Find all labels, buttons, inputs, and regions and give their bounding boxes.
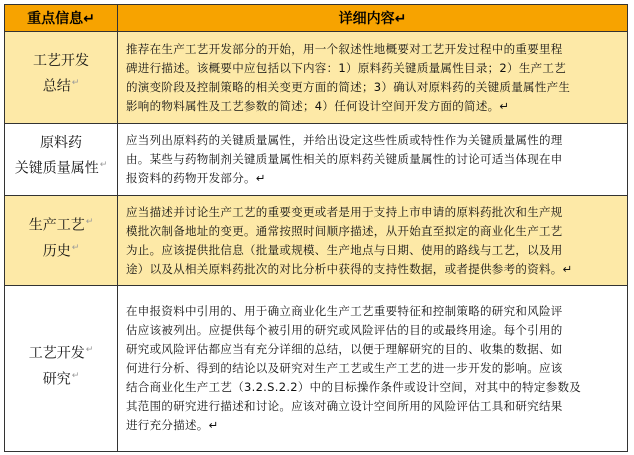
paragraph-mark-icon: ↵ [85, 345, 94, 356]
paragraph-mark-icon: ↵ [394, 11, 407, 27]
process-development-table [4, 4, 628, 452]
paragraph-mark-icon: ↵ [83, 11, 95, 27]
table-row [5, 286, 628, 452]
row-detail-process-development-studies: 在申报资料中引用的、用于确立商业化生产工艺重要特征和控制策略的研究和风险评 估应该被列出。应提供每个被引用的研究或风险评估的目的或最终用途。每个引用的 研究或风险评估都应当有充分详细的总结，以便于理解研究的目的、收集的数据、如 何进行分析、得到的结论以及研究对生产工艺或生产工艺的进一步开发的影响。应该 结合商业化生产工艺（3.2.S.2.2）中的目标操作条件或设计空间，对其中的特定参数及 其范围的研究进行描述和讨论。应该对确立设计空间所用的风险评估工具和研究结果 进行充分描述。↵ [118, 286, 628, 452]
paragraph-mark-icon: ↵ [208, 418, 219, 432]
table-header-row [5, 5, 628, 32]
paragraph-mark-icon: ↵ [71, 78, 80, 89]
table-row [5, 32, 628, 124]
paragraph-mark-icon: ↵ [85, 217, 94, 228]
paragraph-mark-icon: ↵ [255, 171, 266, 185]
row-key-process-development-studies: 工艺开发↵ 研究↵ [5, 286, 118, 452]
paragraph-mark-icon: ↵ [71, 243, 80, 253]
row-key-process-history: 生产工艺↵ 历史↵ [5, 196, 118, 286]
paragraph-mark-icon: ↵ [71, 371, 80, 381]
row-key-process-summary: 工艺开发 总结↵ [5, 32, 118, 124]
row-detail-critical-quality-attributes: 应当列出原料药的关键质量属性，并给出设定这些性质或特性作为关键质量属性的理 由。某些与药物制剂关键质量属性相关的原料药关键质量属性的讨论可适当体现在申 报资料的药物开发部分。↵ [118, 124, 628, 196]
table-row [5, 196, 628, 286]
paragraph-mark-icon: ↵ [562, 261, 573, 276]
paragraph-mark-icon: ↵ [99, 160, 108, 171]
header-key-info: 重点信息↵ [5, 5, 118, 32]
table-row [5, 124, 628, 196]
row-detail-process-history: 应当描述并讨论生产工艺的重要变更或者是用于支持上市申请的原料药批次和生产规 模批次制备地址的变更。通常按照时间顺序描述，从开始直至拟定的商业化生产工艺 为止。应该提供批信息（批量或规模、生产地点与日期、使用的路线与工艺，以及用 途）以及从相关原料药批次的对比分析中获得的支持性数据，或者提供参考的资料。↵ [118, 196, 628, 286]
paragraph-mark-icon: ↵ [499, 98, 510, 113]
header-detail-content: 详细内容↵ [118, 5, 628, 32]
row-detail-process-summary: 推荐在生产工艺开发部分的开始，用一个叙述性地概要对工艺开发过程中的重要里程 碑进行描述。该概要中应包括以下内容：1）原料药关键质量属性目录；2）生产工艺 的演变阶段及控制策略的相关变更方面的简述；3）确认对原料药的关键质量属性产生 影响的物料属性及工艺参数的简述；4）任何设计空间开发方面的简述。↵ [118, 32, 628, 124]
row-key-critical-quality-attributes: 原料药 关键质量属性↵ [5, 124, 118, 196]
